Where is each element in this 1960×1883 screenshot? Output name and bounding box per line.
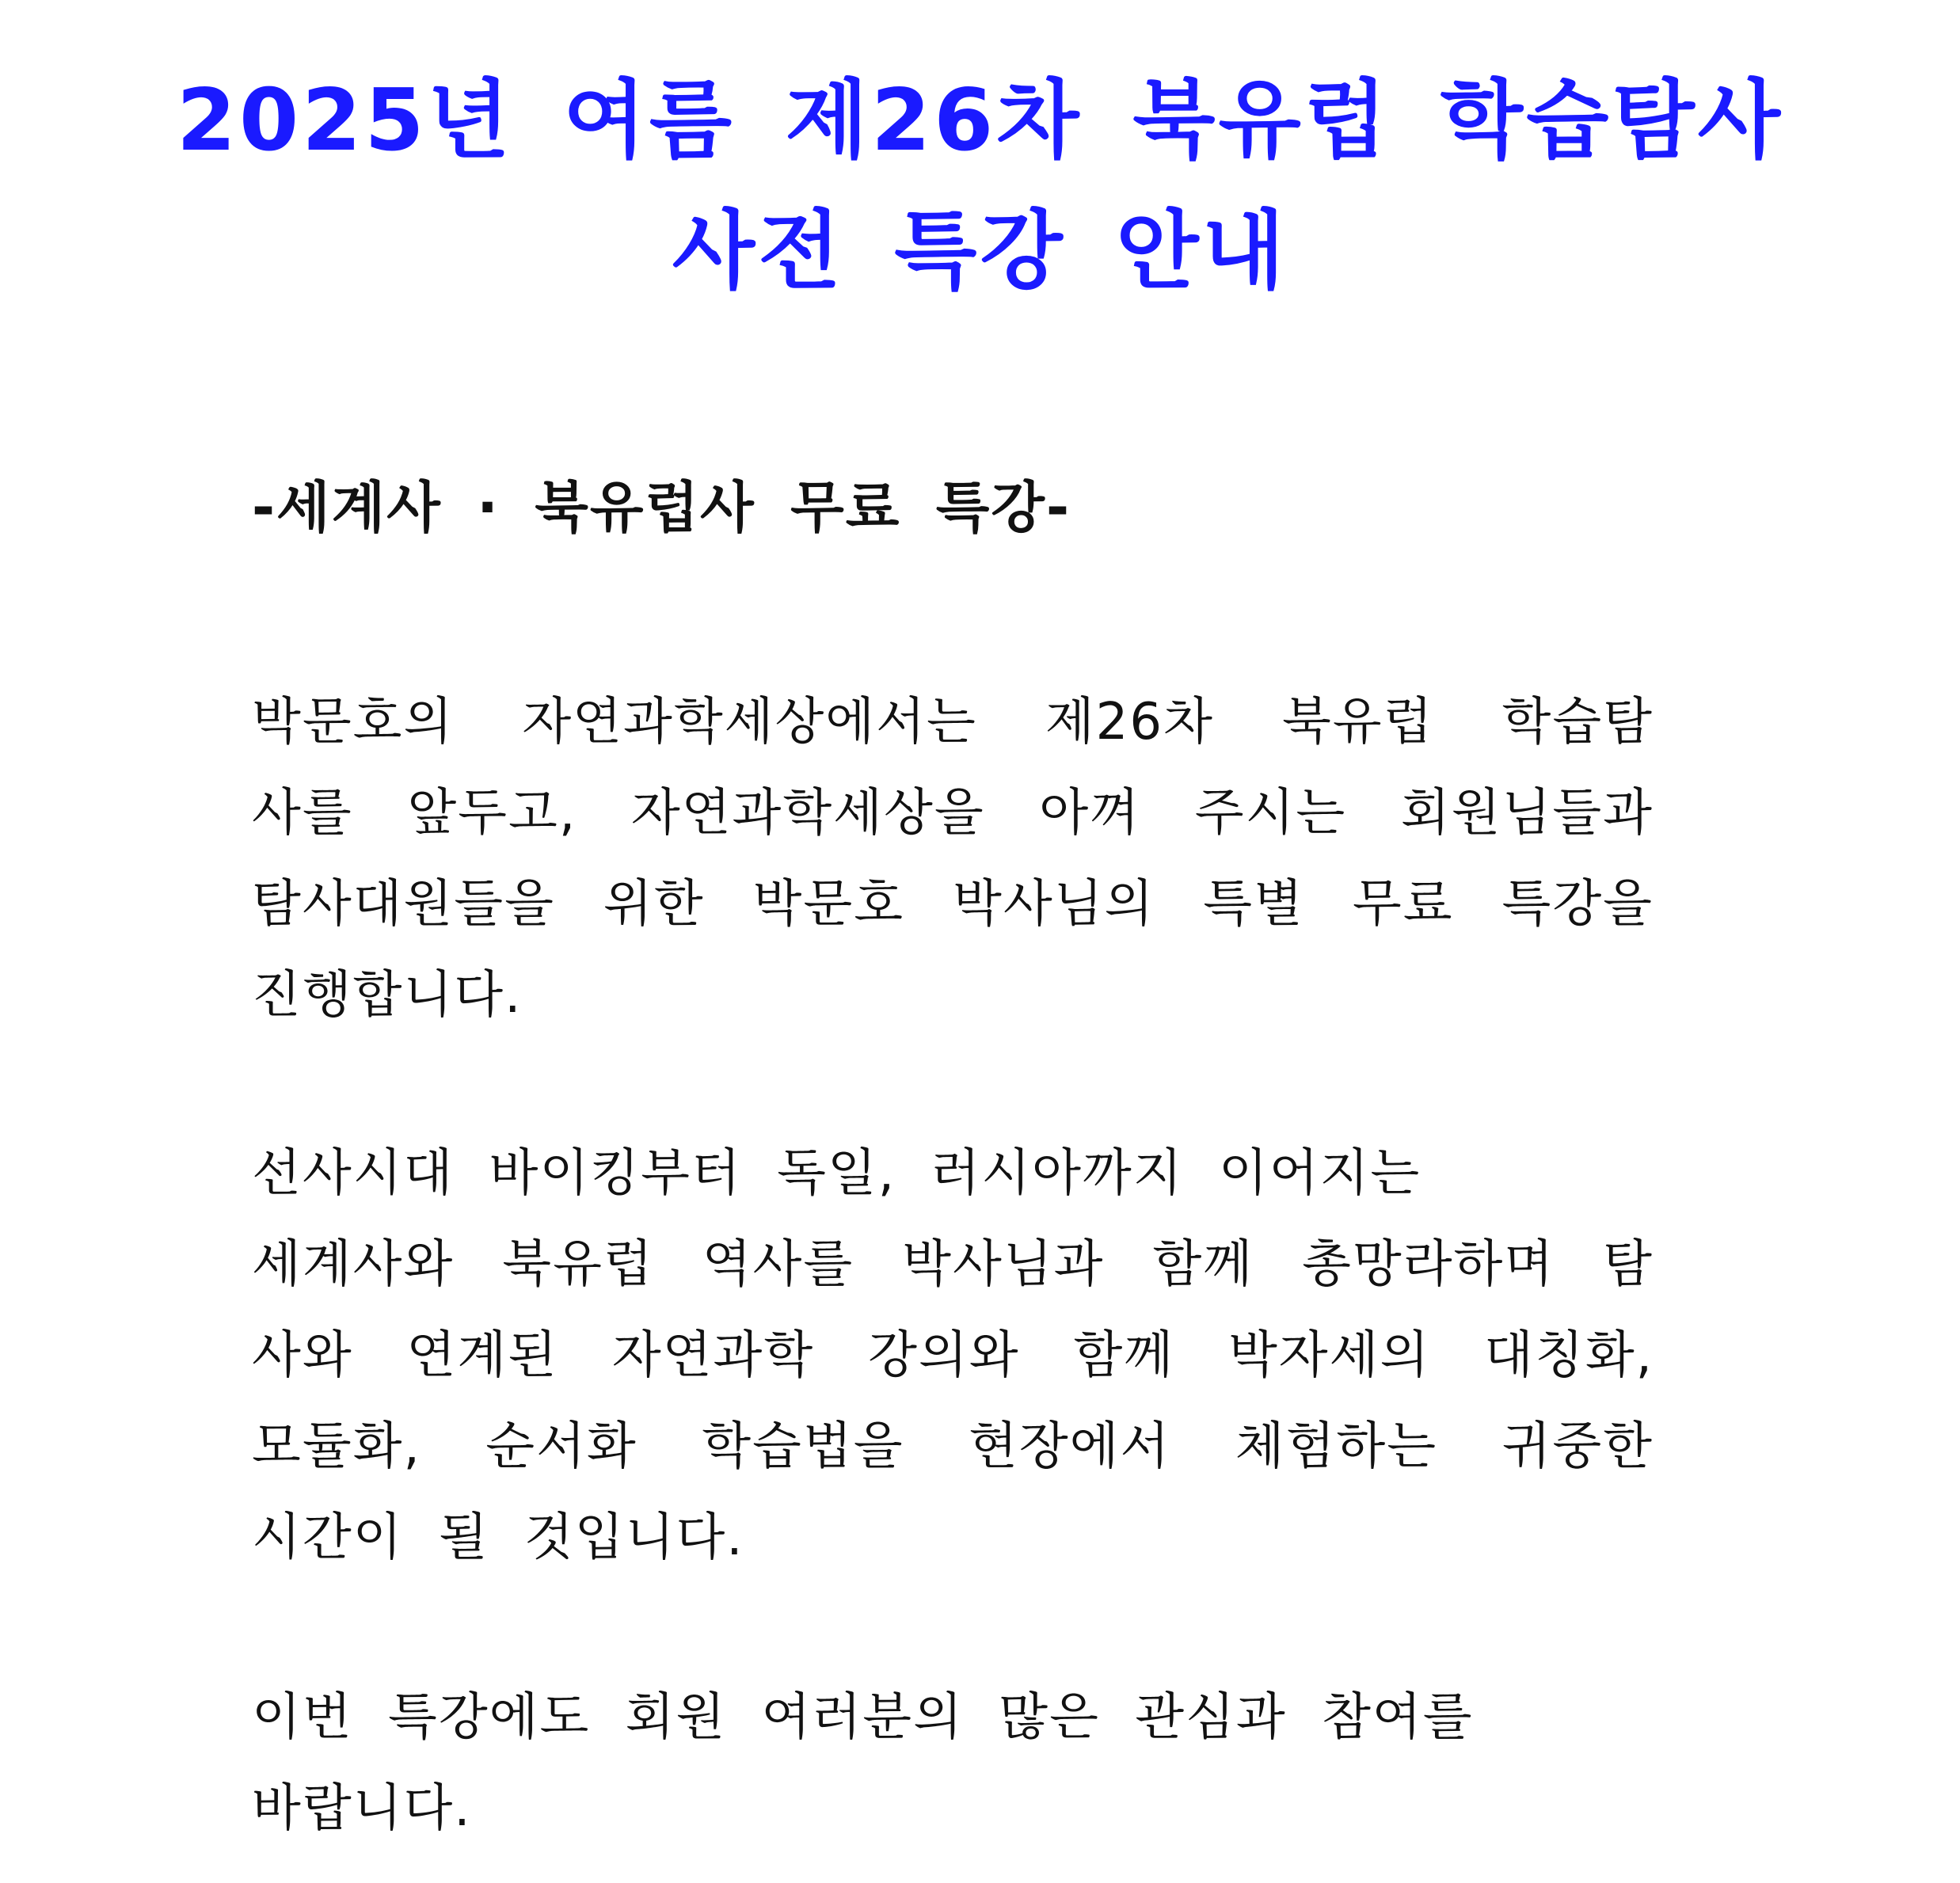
paragraph-content <box>252 1128 1654 1584</box>
paragraph-closing <box>252 1672 1654 1854</box>
title-line-1: 2025년 여름 제26차 북유럽 학습탐사 <box>176 71 1784 170</box>
paragraph-line: 모듈화, 순서화 학습법을 현장에서 체험하는 귀중한 <box>252 1417 1654 1476</box>
paragraph-line: 바랍니다. <box>252 1779 472 1838</box>
paragraph-line: 탐사대원들을 위한 박문호 박사님의 특별 무료 특강을 <box>252 875 1654 934</box>
paragraph-line: 선사시대 바이킹부터 독일, 러시아까지 이어지는 <box>252 1144 1421 1203</box>
paragraph-line: 이번 특강에도 회원 여러분의 많은 관심과 참여를 <box>252 1688 1474 1747</box>
paragraph-line: 세계사와 북유럽 역사를 박사님과 함께 총망라하며 탐 <box>252 1235 1654 1294</box>
paragraph-line: 진행합니다. <box>252 966 523 1025</box>
lecture-subtitle: -세계사 · 북유럽사 무료 특강- <box>252 475 1071 540</box>
paragraph-intro <box>252 677 1654 1041</box>
title-line-2: 사전 특강 안내 <box>672 202 1288 301</box>
paragraph-line: 사와 연계된 자연과학 강의와 함께 박자세의 대칭화, <box>252 1326 1654 1385</box>
paragraph-line: 시간이 될 것입니다. <box>252 1508 744 1567</box>
paragraph-line: 사를 앞두고, 자연과학세상을 아껴 주시는 회원님들과 <box>252 784 1654 843</box>
page-title <box>0 55 1960 317</box>
paragraph-line: 박문호의 자연과학세상에서는 제26차 북유럽 학습탐 <box>252 693 1654 751</box>
